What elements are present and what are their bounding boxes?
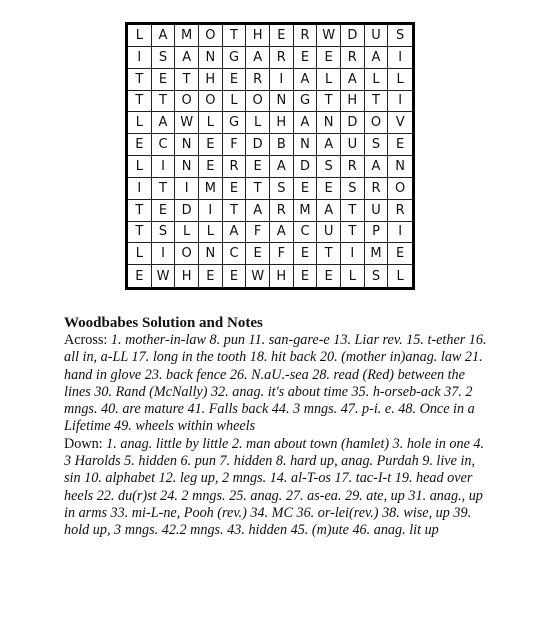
grid-cell: R — [341, 47, 365, 69]
grid-cell: S — [152, 222, 176, 244]
grid-cell: L — [128, 243, 152, 265]
grid-cell: L — [223, 91, 247, 113]
grid-cell: E — [317, 47, 341, 69]
grid-cell: M — [175, 25, 199, 47]
grid-cell: E — [128, 134, 152, 156]
grid-cell: E — [152, 200, 176, 222]
grid-cell: T — [317, 91, 341, 113]
grid-cell: E — [199, 134, 223, 156]
grid-cell: T — [341, 200, 365, 222]
grid-cell: I — [152, 243, 176, 265]
grid-cell: T — [317, 243, 341, 265]
grid-cell: H — [341, 91, 365, 113]
grid-cell: I — [341, 243, 365, 265]
grid-cell: D — [294, 156, 318, 178]
grid-cell: W — [246, 265, 270, 287]
grid-cell: L — [365, 69, 389, 91]
grid-cell: T — [128, 69, 152, 91]
grid-cell: R — [388, 200, 412, 222]
grid-cell: C — [223, 243, 247, 265]
grid-cell: A — [317, 134, 341, 156]
grid-cell: T — [175, 69, 199, 91]
grid-cell: I — [388, 222, 412, 244]
grid-cell: F — [223, 134, 247, 156]
grid-cell: E — [223, 69, 247, 91]
grid-cell: A — [246, 200, 270, 222]
grid-cell: N — [199, 243, 223, 265]
across-notes — [64, 332, 494, 436]
grid-cell: M — [365, 243, 389, 265]
grid-cell: N — [199, 47, 223, 69]
grid-cell: E — [294, 178, 318, 200]
across-text: 1. mother-in-law 8. pun 11. san-gare-e 13. Liar rev. 15. t-ether 16. all in, a-LL 17. long in the tooth 18. hit back 20. (mother in)anag. law 21. hand in glove 23. back fence 26. N.aU.-sea 28. read (Red) between the lines 30. Rand (McNally) 32. anag. it's about time 35. h-orseb-ack 37. 2 mngs. 40. are mature 41. Falls back 44. 3 mngs. 47. p-i. e. 48. Once in a Lifetime 49. wheels within wheels — [64, 332, 487, 435]
grid-cell: T — [365, 91, 389, 113]
grid-cell: I — [199, 200, 223, 222]
grid-cell: L — [246, 112, 270, 134]
grid-cell: A — [317, 200, 341, 222]
grid-cell: T — [152, 178, 176, 200]
grid-cell: T — [246, 178, 270, 200]
grid-cell: W — [317, 25, 341, 47]
grid-cell: S — [341, 178, 365, 200]
grid-cell: T — [223, 25, 247, 47]
grid-cell: R — [270, 200, 294, 222]
grid-cell: O — [388, 178, 412, 200]
grid-cell: D — [341, 25, 365, 47]
grid-cell: F — [246, 222, 270, 244]
grid-cell: T — [341, 222, 365, 244]
grid-cell: R — [270, 47, 294, 69]
grid-cell: I — [175, 178, 199, 200]
grid-cell: R — [341, 156, 365, 178]
grid-cell: I — [128, 47, 152, 69]
grid-cell: E — [223, 265, 247, 287]
grid-cell: N — [388, 156, 412, 178]
grid-cell: E — [317, 265, 341, 287]
grid-cell: O — [175, 91, 199, 113]
grid-cell: L — [128, 25, 152, 47]
grid-cell: A — [294, 112, 318, 134]
grid-cell: H — [270, 265, 294, 287]
grid-cell: N — [294, 134, 318, 156]
grid-cell: S — [388, 25, 412, 47]
grid-cell: D — [341, 112, 365, 134]
grid-cell: O — [199, 25, 223, 47]
grid-cell: H — [175, 265, 199, 287]
grid-cell: R — [365, 178, 389, 200]
grid-cell: A — [365, 47, 389, 69]
grid-cell: E — [294, 47, 318, 69]
grid-cell: N — [317, 112, 341, 134]
solution-notes — [64, 332, 494, 540]
grid-cell: C — [152, 134, 176, 156]
grid-cell: E — [223, 178, 247, 200]
down-text: 1. anag. little by little 2. man about town (hamlet) 3. hole in one 4. 3 Harolds 5. hidden 6. pun 7. hidden 8. hard up, anag. Purdah 9. live in, sin 10. alphabet 12. leg up, 2 mngs. 14. al-T-os 17. tac-I-t 19. head over heels 22. du(r)st 24. 2 mngs. 25. anag. 27. as-ea. 29. ate, up 31. anag., up in arms 33. mi-L-ne, Pooh (rev.) 34. MC 36. or-lei(rev.) 38. wise, up 39. hold up, 3 mngs. 42.2 mngs. 43. hidden 45. (m)ute 46. anag. lit up — [64, 435, 485, 539]
grid-cell: M — [294, 200, 318, 222]
grid-cell: C — [294, 222, 318, 244]
grid-cell: E — [294, 243, 318, 265]
grid-cell: A — [341, 69, 365, 91]
grid-cell: T — [152, 91, 176, 113]
grid-cell: A — [365, 156, 389, 178]
grid-cell: E — [199, 265, 223, 287]
grid-cell: B — [270, 134, 294, 156]
grid-cell: H — [246, 25, 270, 47]
grid-cell: L — [199, 112, 223, 134]
grid-cell: L — [396, 268, 404, 284]
grid-cell: A — [294, 69, 318, 91]
grid-cell: L — [199, 222, 223, 244]
grid-cell: T — [128, 222, 152, 244]
solution-title: Woodbabes Solution and Notes — [64, 315, 263, 331]
grid-cell: O — [246, 91, 270, 113]
grid-cell: S — [270, 178, 294, 200]
grid-cell: E — [246, 156, 270, 178]
grid-cell: E — [388, 243, 412, 265]
grid-cell: S — [365, 265, 389, 287]
grid-cell: T — [128, 91, 152, 113]
grid-cell: D — [246, 134, 270, 156]
grid-cell: L — [128, 112, 152, 134]
grid-cell: G — [223, 47, 247, 69]
grid-cell: A — [246, 47, 270, 69]
grid-cell: I — [270, 69, 294, 91]
across-label: Across: — [64, 332, 108, 348]
grid-cell: H — [199, 69, 223, 91]
grid-cell: O — [199, 91, 223, 113]
grid-cell: R — [223, 156, 247, 178]
grid-cell: R — [246, 69, 270, 91]
grid-cell: O — [175, 243, 199, 265]
grid-cell: G — [223, 112, 247, 134]
crossword-grid — [125, 22, 415, 290]
grid-cell: D — [175, 200, 199, 222]
grid-cell: V — [388, 112, 412, 134]
grid-cell: S — [152, 47, 176, 69]
grid-cell: E — [128, 265, 152, 287]
grid-cell: S — [365, 134, 389, 156]
grid-cell: U — [365, 25, 389, 47]
grid-cell: A — [152, 25, 176, 47]
grid-cell: A — [175, 47, 199, 69]
grid-cell: A — [152, 112, 176, 134]
grid-cell: P — [365, 222, 389, 244]
grid-cell: N — [270, 91, 294, 113]
grid-cell: N — [175, 156, 199, 178]
grid-cell: E — [294, 265, 318, 287]
grid-cell: T — [128, 200, 152, 222]
grid-cell: L — [317, 69, 341, 91]
grid-cell: F — [270, 243, 294, 265]
grid-cell: H — [270, 112, 294, 134]
grid-cell: L — [175, 222, 199, 244]
grid-cell: M — [199, 178, 223, 200]
down-label: Down: — [64, 435, 103, 452]
grid-cell: T — [223, 200, 247, 222]
letter-grid — [128, 25, 412, 287]
grid-cell: A — [223, 222, 247, 244]
grid-cell: A — [270, 222, 294, 244]
grid-cell: G — [294, 91, 318, 113]
grid-cell: E — [317, 178, 341, 200]
grid-cell: E — [246, 243, 270, 265]
grid-cell: E — [270, 25, 294, 47]
grid-cell: I — [388, 47, 412, 69]
grid-cell: I — [388, 91, 412, 113]
grid-cell: L — [128, 156, 152, 178]
grid-cell: I — [128, 178, 152, 200]
grid-cell: A — [270, 156, 294, 178]
down-notes — [64, 436, 494, 540]
grid-cell: E — [152, 69, 176, 91]
grid-cell: N — [175, 134, 199, 156]
grid-cell: U — [341, 134, 365, 156]
grid-cell: R — [294, 25, 318, 47]
grid-cell: S — [317, 156, 341, 178]
grid-cell: E — [199, 156, 223, 178]
grid-cell: W — [175, 112, 199, 134]
grid-cell: I — [152, 156, 176, 178]
grid-cell: U — [365, 200, 389, 222]
grid-cell: O — [365, 112, 389, 134]
grid-cell: E — [388, 134, 412, 156]
grid-cell: W — [152, 265, 176, 287]
grid-cell: U — [317, 222, 341, 244]
grid-cell: L — [341, 265, 365, 287]
grid-cell: L — [388, 69, 412, 91]
